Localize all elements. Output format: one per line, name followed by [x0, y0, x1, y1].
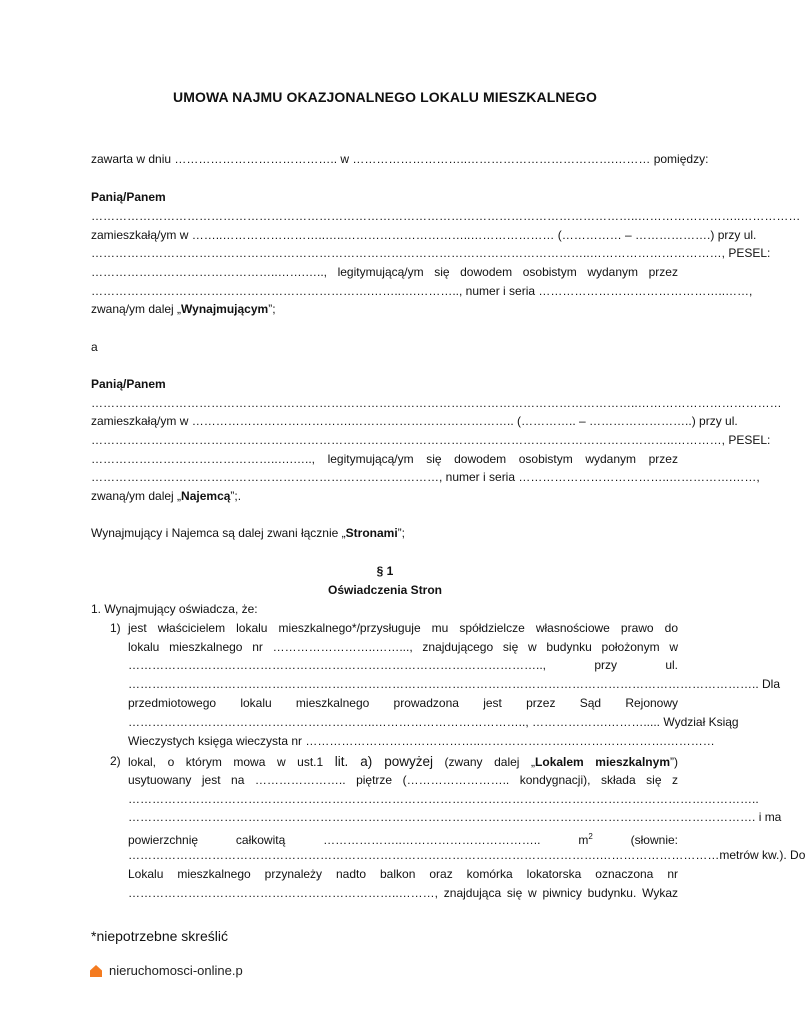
party2-heading: Panią/Panem: [91, 377, 166, 391]
party2-role-line: zwaną/ym dalej „Najemcą”;.: [91, 489, 242, 503]
concluded-line: zawarta w dniu ………………………………….. w ………………………..……………………………….……… pomiędzy:: [91, 152, 709, 166]
party1-pesel-line: ……………………………………………………………………………………………………………..……………………………, PESEL:: [91, 246, 771, 260]
party1-dots: ………………………………………………………………………………………………………………………..……………………..……………: [91, 209, 801, 223]
sub1-line-5: przedmiotowego lokalu mieszkalnego prowadzona jest przez Sąd Rejonowy: [128, 696, 679, 710]
party2-address-line: zamieszkałą/ym w ………………………………….………………………………….. (………….. – ……………………..) przy ul.: [91, 414, 738, 428]
sub2-line-4: …………………………………………………………………………………………………………………………………………. i ma: [128, 810, 782, 824]
house-icon: [89, 964, 103, 978]
brand-text: nieruchomosci-online.p: [109, 963, 243, 978]
sub2-line-7: Lokalu mieszkalnego przynależy nadto balkon oraz komórka lokatorska oznaczona nr: [128, 867, 678, 881]
party2-series-line: ……………………………………………………………………………, numer i seria ………………………………..…………….……,: [91, 470, 760, 484]
sub1-line-4: ………………………………………………………………………………………………………………………………………….. Dla: [128, 677, 781, 691]
footnote: *niepotrzebne skreślić: [91, 928, 228, 944]
sub1-line-7: Wieczystych księga wieczysta nr ……………………………………..………………….…………………….…………: [128, 734, 715, 748]
sub2-line-6: ……………………………………………………………………………………………………….…………………………metrów kw.). Do: [128, 848, 805, 862]
party1-address-line: zamieszkałą/ym w ……..……………………..…..…………………………..………………… (…………… – ……………….) przy ul.: [91, 228, 757, 242]
sub1-line-6: ……………………………………………………..……………………………….., ……………….………..... Wydział Ksiąg: [128, 715, 739, 729]
sub2-line-5: powierzchnię całkowitą ………………..…………………………….. $m^2$ (słownie:: [128, 832, 678, 847]
party1-role-line: zwaną/ym dalej „Wynajmującym”;: [91, 302, 276, 316]
item-1: 1. Wynajmujący oświadcza, że:: [91, 602, 258, 616]
sub2-line-8: …………………………………………………………..………, znajdująca się w piwnicy budynku. Wykaz: [128, 886, 678, 900]
sub1-line-1: jest właścicielem lokalu mieszkalnego*/przysługuje mu spółdzielcze własnościowe prawo do: [128, 621, 678, 635]
sub2-line-1: lokal, o którym mowa w ust.1 lit. a) powyżej (zwany dalej „Lokalem mieszkalnym”): [128, 754, 678, 769]
sub2-line-2: usytuowany jest na ………………….. piętrze (…………………….. kondygnacji), składa się z: [128, 773, 678, 787]
sub2-line-3: …………………………………………………………………………………………………………………………………………..: [128, 792, 759, 806]
jointly-line: Wynajmujący i Najemca są dalej zwani łącznie „Stronami”;: [91, 526, 406, 540]
party1-series-line: …………………………………………………………….……..….……….., numer i seria ………………………………………..……,: [91, 284, 753, 298]
brand-logo[interactable]: [89, 963, 243, 979]
section-number: § 1: [376, 564, 394, 578]
party1-id-line: ………………………………………..…….….., legitymującą/ym się dowodem osobistym wydanym przez: [91, 265, 678, 279]
party1-heading: Panią/Panem: [91, 190, 166, 204]
and-word: a: [91, 340, 98, 354]
section-title: Oświadczenia Stron: [327, 583, 443, 597]
sub1-line-3: ………………………………………………………………………………………….., przy ul.: [128, 658, 678, 672]
sub1-number: 1): [110, 621, 121, 635]
sub2-number: 2): [110, 754, 121, 768]
sub1-line-2: lokalu mieszkalnego nr ……………………..……..., znajdującego się w budynku położonym w: [128, 640, 678, 654]
party2-pesel-line: ………………………………………………………………………………………………………………………………..…………, PESEL:: [91, 433, 771, 447]
party2-dots: ………………………………………………………………………………………………………………………..………………………………: [91, 396, 782, 410]
party2-id-line: ………………………………………..….….., legitymującą/ym się dowodem osobistym wydanym przez: [91, 452, 678, 466]
document-title: UMOWA NAJMU OKAZJONALNEGO LOKALU MIESZKALNEGO: [173, 89, 597, 105]
